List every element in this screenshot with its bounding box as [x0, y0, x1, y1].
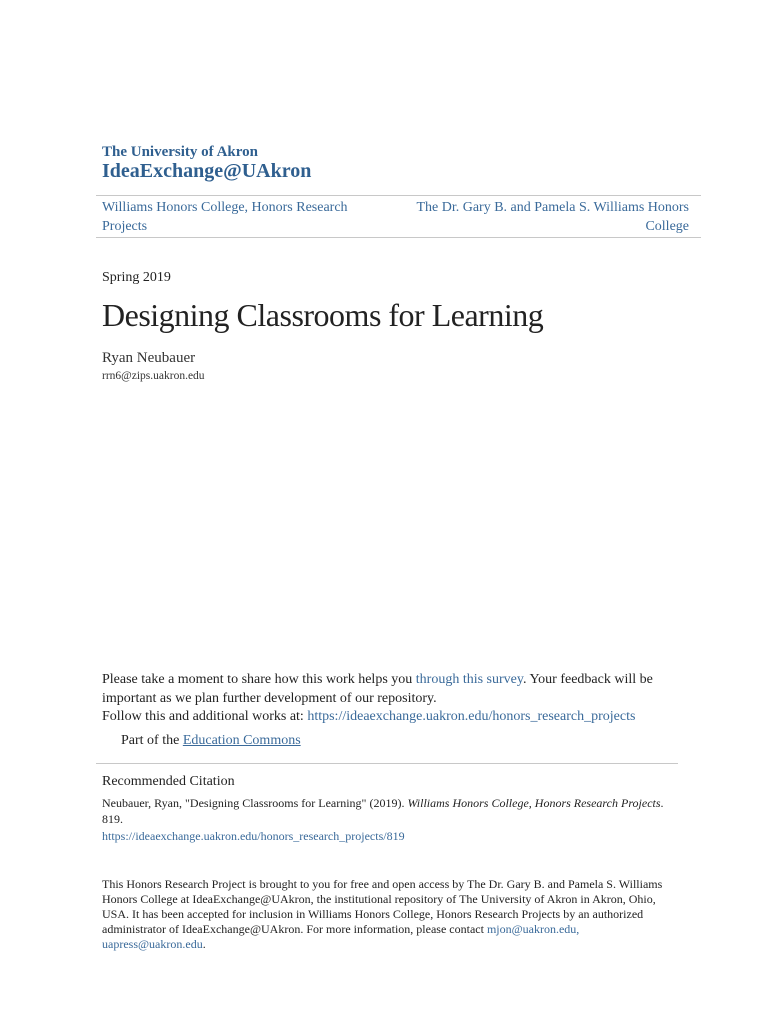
divider-top — [96, 195, 701, 196]
footer-notice — [102, 877, 682, 952]
series-link-right[interactable]: The Dr. Gary B. and Pamela S. Williams Honors College — [416, 200, 689, 234]
citation-url-link[interactable]: https://ideaexchange.uakron.edu/honors_research_projects/819 — [102, 829, 405, 843]
citation-heading: Recommended Citation — [102, 774, 235, 789]
author-name: Ryan Neubauer — [102, 350, 196, 366]
divider-bottom — [96, 237, 701, 238]
follow-url-link[interactable]: https://ideaexchange.uakron.edu/honors_research_projects — [307, 709, 636, 724]
footer-text: This Honors Research Project is brought to you for free and open access by The Dr. Gary B. and Pamela S. Williams Honors College at IdeaExchange@UAkron, the institutional repository of The University of Akron in Akron, Ohio, USA. It has been accepted for inclusion in Williams Honors College, Honors Research Projects by an authorized administrator of IdeaExchange@UAkron. For more information, please contact — [102, 877, 663, 936]
citation-series: Williams Honors College, Honors Research Projects — [407, 796, 661, 810]
citation-text — [102, 795, 682, 827]
contact-email-1[interactable]: mjon@uakron.edu, — [486, 922, 580, 936]
citation-end: . 819. — [102, 796, 664, 826]
survey-text-before: Please take a moment to share how this work helps you — [102, 672, 416, 687]
page-title: Designing Classrooms for Learning — [102, 297, 544, 333]
publication-date: Spring 2019 — [102, 270, 171, 285]
survey-paragraph — [102, 671, 692, 727]
author-email: rrn6@zips.uakron.edu — [102, 370, 205, 382]
part-of-label: Part of the — [121, 733, 183, 748]
part-of-line — [121, 733, 301, 749]
education-commons-link[interactable]: Education Commons — [182, 733, 301, 748]
survey-text-after: . Your feedback will be important as we plan further development of our repository. — [102, 672, 653, 706]
citation-plain: Neubauer, Ryan, "Designing Classrooms for Learning" (2019). — [102, 796, 408, 810]
divider-citation — [96, 763, 678, 764]
series-link-left[interactable]: Williams Honors College, Honors Research Projects — [102, 200, 348, 234]
repository-link[interactable]: IdeaExchange@UAkron — [102, 160, 312, 182]
survey-link[interactable]: through this survey — [415, 672, 523, 687]
contact-email-2[interactable]: uapress@uakron.edu — [102, 937, 203, 951]
footer-end: . — [202, 937, 206, 951]
follow-label: Follow this and additional works at: — [102, 709, 308, 724]
university-name: The University of Akron — [102, 144, 258, 160]
